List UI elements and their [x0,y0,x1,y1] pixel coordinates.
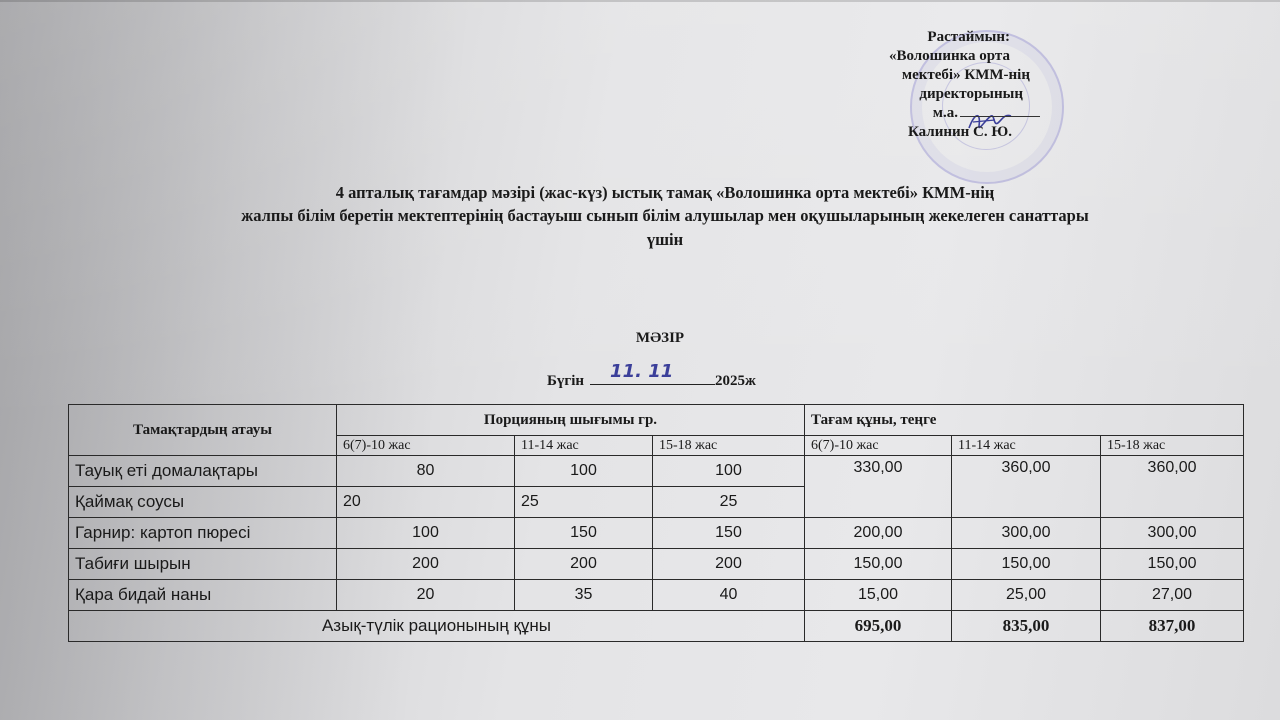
portion-cell: 25 [653,487,805,518]
age-group-cell: 6(7)-10 жас [337,436,515,456]
cost-cell: 15,00 [805,580,952,611]
approval-line-2: «Волошинка орта [888,48,1010,64]
age-group-cell: 6(7)-10 жас [805,436,952,456]
cost-cell: 360,00 [1101,456,1244,518]
approval-line-4: директорының [919,86,1023,102]
age-group-cell: 11-14 жас [952,436,1101,456]
total-cost-cell: 837,00 [1101,611,1244,642]
header-cost: Тағам құны, теңге [805,405,1244,436]
date-blank [590,361,715,385]
cost-cell: 150,00 [805,549,952,580]
portion-cell: 20 [337,580,515,611]
portion-cell: 80 [337,456,515,487]
header-dish-name: Тамақтардың атауы [69,405,337,456]
dish-name: Гарнир: картоп пюресі [69,518,337,549]
total-cost-cell: 835,00 [952,611,1101,642]
cost-cell: 200,00 [805,518,952,549]
table-row [69,518,1244,549]
portion-cell: 200 [653,549,805,580]
dish-name: Қаймақ соусы [69,487,337,518]
table-total-row [69,611,1244,642]
cost-cell: 300,00 [1101,518,1244,549]
table-header-row [69,405,1244,436]
approval-ma-label: м.а. [932,105,958,121]
portion-cell: 200 [515,549,653,580]
signature-line [960,104,1040,117]
portion-cell: 100 [337,518,515,549]
date-line [547,361,756,390]
portion-cell: 100 [653,456,805,487]
portion-cell: 40 [653,580,805,611]
dish-name: Тауық еті домалақтары [69,456,337,487]
date-prefix: Бүгін [547,373,585,389]
total-cost-cell: 695,00 [805,611,952,642]
cost-cell: 300,00 [952,518,1101,549]
document-title-line-1: 4 апталық тағамдар мәзірі (жас-күз) ыстық тамақ «Волошинка орта мектебі» КММ-нің [335,183,995,202]
cost-cell: 25,00 [952,580,1101,611]
date-suffix: 2025ж [715,373,756,389]
age-group-cell: 11-14 жас [515,436,653,456]
menu-table [68,404,1244,642]
portion-cell: 20 [337,487,515,518]
portion-cell: 35 [515,580,653,611]
menu-heading: МӘЗІР [635,330,685,346]
approval-line-5 [840,104,1040,123]
portion-cell: 150 [653,518,805,549]
table-row [69,456,1244,487]
approval-director-name: Калинин С. Ю. [907,124,1012,140]
cost-cell: 360,00 [952,456,1101,518]
portion-cell: 25 [515,487,653,518]
table-row [69,580,1244,611]
cost-cell: 27,00 [1101,580,1244,611]
dish-name: Табиғи шырын [69,549,337,580]
document-title-line-2: жалпы білім беретін мектептерінің бастауыш сынып білім алушылар мен оқушыларының жекелеген санаттары [241,206,1089,225]
table-row [69,549,1244,580]
portion-cell: 150 [515,518,653,549]
total-label: Азық-түлік рационының құны [69,611,805,642]
approval-line-3: мектебі» КММ-нің [901,67,1030,83]
portion-cell: 100 [515,456,653,487]
approval-line-1: Растаймын: [927,29,1010,45]
cost-cell: 150,00 [1101,549,1244,580]
dish-name: Қара бидай наны [69,580,337,611]
cost-cell: 330,00 [805,456,952,518]
cost-cell: 150,00 [952,549,1101,580]
header-portion: Порцияның шығымы гр. [337,405,805,436]
portion-cell: 200 [337,549,515,580]
age-group-cell: 15-18 жас [1101,436,1244,456]
age-group-cell: 15-18 жас [653,436,805,456]
approval-block [840,28,1040,142]
document-title-line-3: үшін [646,230,684,249]
handwritten-date: 11. 11 [610,361,674,382]
